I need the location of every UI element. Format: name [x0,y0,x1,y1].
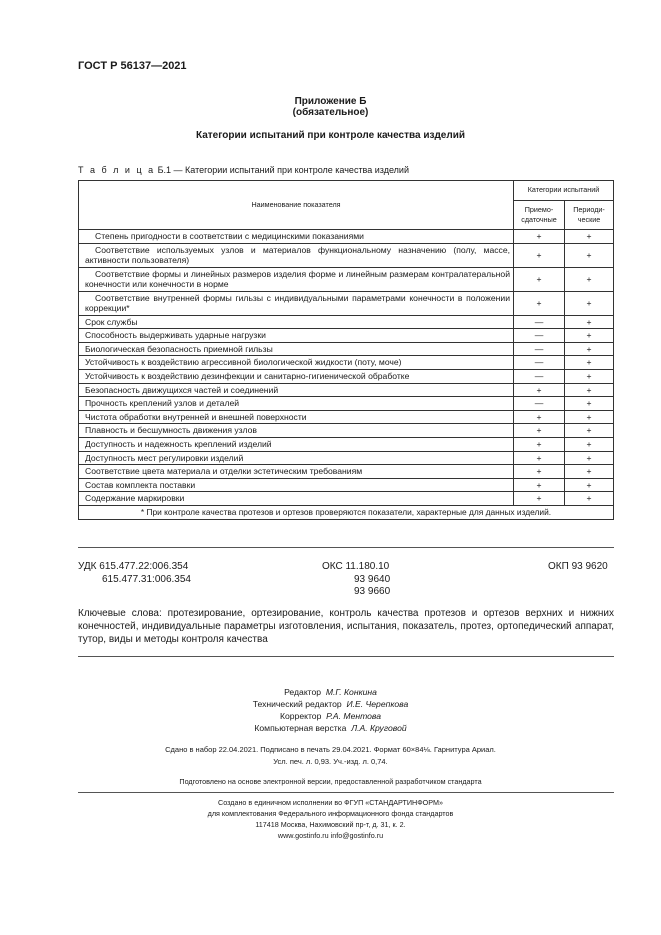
parameter-name: Содержание маркировки [79,492,514,506]
parameter-name: Состав комплекта поставки [79,478,514,492]
acceptance-mark: + [514,492,565,506]
acceptance-mark: — [514,369,565,383]
oks-line: 93 9660 [354,586,391,597]
parameter-name: Соответствие формы и линейных размеров изделия форме и линейным размерам контралатеральной конечности или конечности в норме [79,267,514,291]
credits [0,686,661,734]
table-row [79,451,614,465]
credit-name: Р.А. Ментова [326,711,382,721]
credit-role: Редактор [284,687,322,697]
prepared-note: Подготовлено на основе электронной версии, предоставленной разработчиком стандарта [179,777,482,786]
acceptance-mark: — [514,315,565,329]
parameter-name: Устойчивость к воздействию агрессивной биологической жидкости (поту, моче) [79,356,514,370]
acceptance-mark: — [514,356,565,370]
acceptance-mark: + [514,230,565,244]
periodic-mark: + [565,230,614,244]
acceptance-mark: + [514,383,565,397]
parameter-name: Степень пригодности в соответствии с медицинскими показаниями [79,230,514,244]
acceptance-mark: + [514,465,565,479]
table-row [79,478,614,492]
table-row [79,492,614,506]
parameter-name: Биологическая безопасность приемной гильзы [79,342,514,356]
table-row [79,267,614,291]
periodic-mark: + [565,329,614,343]
table-caption-text: Б.1 — Категории испытаний при контроле качества изделий [157,165,409,175]
publisher-line: Создано в единичном исполнении во ФГУП «СТАНДАРТИНФОРМ» [218,798,443,807]
acceptance-mark: — [514,329,565,343]
periodic-mark: + [565,451,614,465]
oks-line: 93 9640 [354,573,391,585]
credit-role: Компьютерная верстка [254,723,347,733]
parameter-name: Срок службы [79,315,514,329]
parameter-name: Прочность креплений узлов и деталей [79,397,514,411]
oks-line: ОКС 11.180.10 [322,561,390,572]
appendix-subtitle: (обязательное) [292,107,369,118]
periodic-mark: + [565,356,614,370]
print-info-line: Усл. печ. л. 0,93. Уч.-изд. л. 0,74. [273,757,388,766]
periodic-mark: + [565,342,614,356]
publisher-line: 117418 Москва, Нахимовский пр-т, д. 31, к. 2. [255,820,406,829]
acceptance-mark: — [514,342,565,356]
parameter-name: Способность выдерживать ударные нагрузки [79,329,514,343]
periodic-mark: + [565,424,614,438]
oks-codes [322,561,390,599]
acceptance-mark: + [514,451,565,465]
credit-layout [0,722,661,734]
parameter-name: Безопасность движущихся частей и соединений [79,383,514,397]
credit-editor [0,686,661,698]
periodic-mark: + [565,315,614,329]
periodic-mark: + [565,369,614,383]
credit-corrector [0,710,661,722]
table-caption-prefix: Т а б л и ц а [78,165,156,175]
table-row [79,437,614,451]
periodic-mark: + [565,243,614,267]
appendix-title: Приложение Б [294,96,367,107]
print-info [0,744,661,768]
table-row [79,329,614,343]
divider [78,792,614,793]
credit-name: Л.А. Круговой [351,723,407,733]
parameter-name: Доступность и надежность креплений изделий [79,437,514,451]
acceptance-mark: + [514,267,565,291]
parameter-name: Доступность мест регулировки изделий [79,451,514,465]
table-row [79,410,614,424]
periodic-mark: + [565,267,614,291]
parameter-name: Соответствие используемых узлов и материалов функциональному назначению (полу, массе, активности пользователя) [79,243,514,267]
table-caption [78,165,409,175]
parameter-name: Плавность и бесшумность движения узлов [79,424,514,438]
acceptance-mark: + [514,410,565,424]
table-row [79,465,614,479]
header-periodic: Периоди- ческие [565,201,614,230]
udk-codes [78,561,191,586]
acceptance-mark: — [514,397,565,411]
appendix-heading [0,96,661,118]
publisher-line: для комплектования Федерального информационного фонда стандартов [207,809,454,818]
table-row [79,424,614,438]
periodic-mark: + [565,437,614,451]
table-row [79,369,614,383]
header-test-categories: Категории испытаний [514,181,614,201]
periodic-mark: + [565,383,614,397]
okp-code: ОКП 93 9620 [548,561,608,572]
credit-name: И.Е. Черепкова [346,699,409,709]
header-parameter-name: Наименование показателя [79,181,514,230]
table-row [79,383,614,397]
table-row [79,315,614,329]
credit-role: Технический редактор [252,699,342,709]
acceptance-mark: + [514,437,565,451]
parameter-name: Соответствие цвета материала и отделки эстетическим требованиям [79,465,514,479]
table-row [79,342,614,356]
header-acceptance: Приемо- сдаточные [514,201,565,230]
udk-line: УДК 615.477.22:006.354 [78,561,189,572]
parameter-name: Соответствие внутренней формы гильзы с индивидуальными параметрами конечности в положении коррекции* [79,291,514,315]
periodic-mark: + [565,465,614,479]
acceptance-mark: + [514,291,565,315]
parameter-name: Устойчивость к воздействию дезинфекции и санитарно-гигиенической обработке [79,369,514,383]
print-info-line: Сдано в набор 22.04.2021. Подписано в печать 29.04.2021. Формат 60×84⅛. Гарнитура Ариал. [165,745,496,754]
acceptance-mark: + [514,243,565,267]
acceptance-mark: + [514,478,565,492]
document-code: ГОСТ Р 56137—2021 [78,60,187,72]
periodic-mark: + [565,492,614,506]
table-row [79,243,614,267]
credit-name: М.Г. Конкина [325,687,377,697]
divider [78,547,614,548]
credit-tech-editor [0,698,661,710]
table-row [79,291,614,315]
acceptance-mark: + [514,424,565,438]
periodic-mark: + [565,291,614,315]
table-row [79,230,614,244]
section-title: Категории испытаний при контроле качества изделий [196,130,465,141]
divider [78,656,614,657]
table-row [79,397,614,411]
periodic-mark: + [565,478,614,492]
udk-line: 615.477.31:006.354 [102,573,191,585]
credit-role: Корректор [279,711,322,721]
publisher-line: www.gostinfo.ru info@gostinfo.ru [277,831,384,840]
parameter-name: Чистота обработки внутренней и внешней поверхности [79,410,514,424]
periodic-mark: + [565,410,614,424]
keywords: Ключевые слова: протезирование, ортезирование, контроль качества протезов и ортезов верхних и нижних конечностей, индивидуальные параметры изготовления, испытания, показатель, протез, ортопедический аппарат, тутор, виды и методы контроля качества [78,608,614,645]
publisher-info [0,797,661,841]
table-row [79,356,614,370]
table-footnote: * При контроле качества протезов и ортезов проверяются показатели, характерные для данных изделий. [79,505,614,519]
test-categories-table [78,180,614,520]
periodic-mark: + [565,397,614,411]
